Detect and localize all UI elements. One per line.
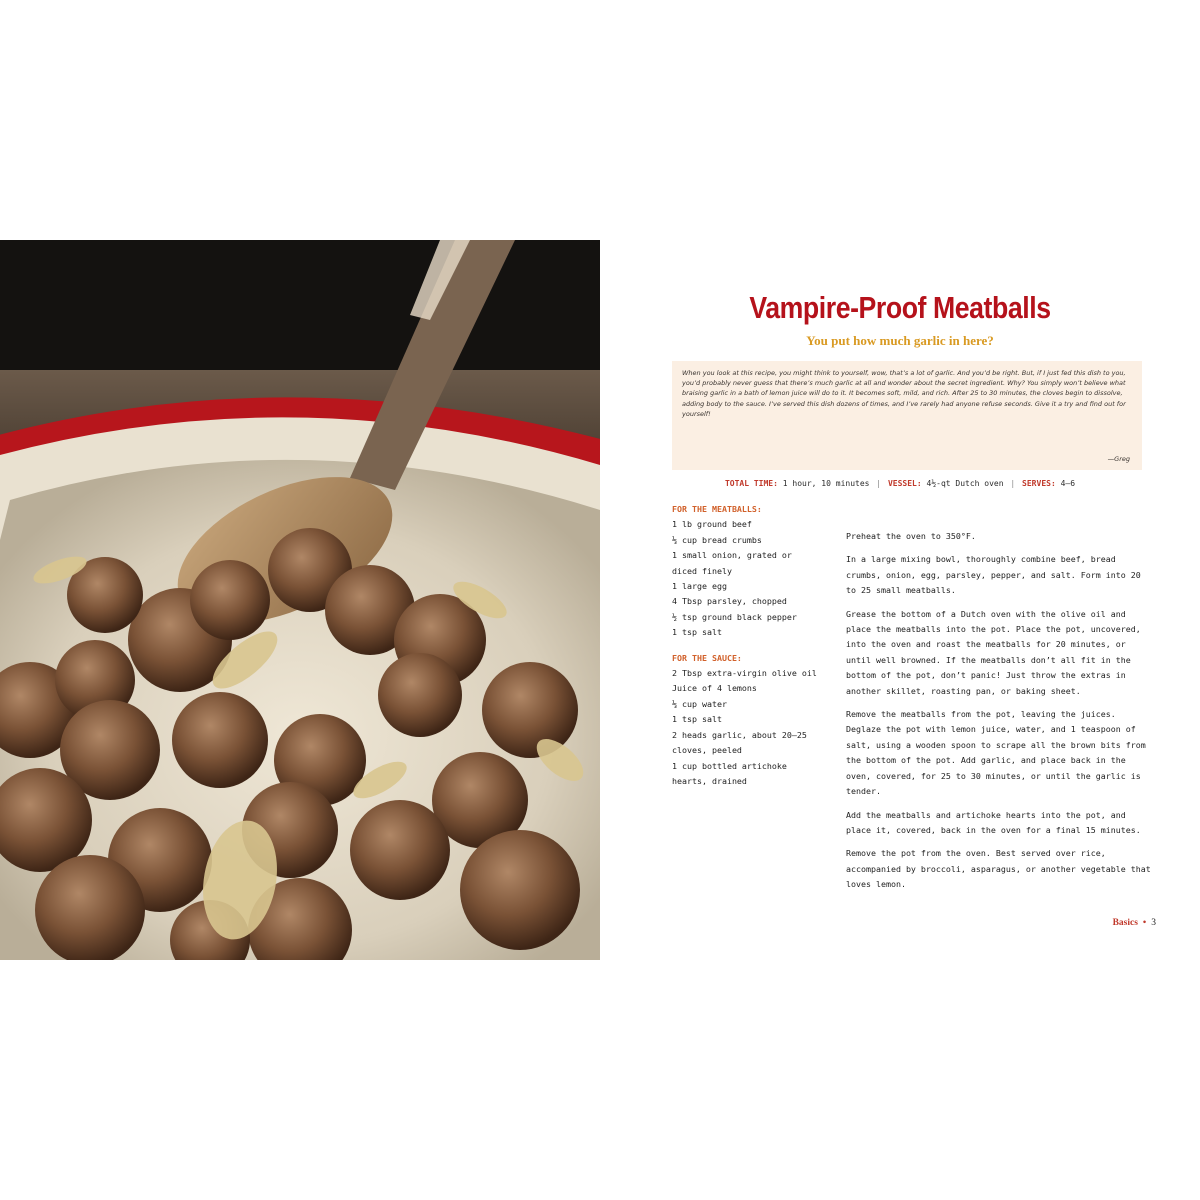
folio-dot: • bbox=[1142, 918, 1147, 928]
ingredient-line: 1 lb ground beef bbox=[672, 519, 752, 530]
meatball-shape bbox=[172, 692, 268, 788]
directions-column bbox=[846, 529, 1151, 901]
ingredient-line: 1 large egg bbox=[672, 581, 727, 592]
page-number: 3 bbox=[1151, 918, 1156, 928]
ingredient-line: 2 heads garlic, about 20–25 bbox=[672, 729, 807, 740]
ingredient-line: 1 tsp salt bbox=[672, 627, 722, 638]
ingredient-line: 4 Tbsp parsley, chopped bbox=[672, 596, 787, 607]
serves-value: 4–6 bbox=[1060, 479, 1076, 488]
meatball-shape bbox=[350, 800, 450, 900]
vessel-label: VESSEL: bbox=[887, 479, 922, 488]
direction-step: Preheat the oven to 350°F. bbox=[846, 531, 976, 541]
ingredient-line: 1 tsp salt bbox=[672, 714, 722, 725]
direction-step: Add the meatballs and artichoke hearts into the pot, and place it, covered, back in the oven for a final 15 minutes. bbox=[846, 809, 1141, 835]
recipe-subtitle: You put how much garlic in here? bbox=[806, 333, 994, 348]
direction-step: Grease the bottom of a Dutch oven with the olive oil and place the meatballs into the pot. Place the pot, uncovered, into the oven and roast the meatballs for 20 minutes, or until well browned. If the meatballs don’t all fit in the bottom of the pot, don’t panic! Just throw the extras in another skillet, roasting pan, or baking sheet. bbox=[846, 608, 1141, 696]
total-time-label: TOTAL TIME: bbox=[724, 479, 778, 488]
ingredient-line: Juice of 4 lemons bbox=[672, 683, 757, 694]
book-spread bbox=[0, 240, 1200, 960]
ingredient-line: diced finely bbox=[672, 565, 732, 576]
direction-step: In a large mixing bowl, thoroughly combine beef, bread crumbs, onion, egg, parsley, pepper, and salt. Form into 20 to 25 small meatballs. bbox=[846, 554, 1141, 596]
meatball-shape bbox=[378, 653, 462, 737]
meatball-shape bbox=[460, 830, 580, 950]
ingredient-line: 2 Tbsp extra-virgin olive oil bbox=[672, 668, 817, 679]
ingredient-line: hearts, drained bbox=[672, 775, 747, 786]
page-folio bbox=[1113, 918, 1156, 928]
total-time-value: 1 hour, 10 minutes bbox=[782, 479, 870, 488]
ingredient-line: cloves, peeled bbox=[672, 745, 742, 756]
meatballs-heading: FOR THE MEATBALLS: bbox=[672, 504, 762, 514]
intro-text: When you look at this recipe, you might think to yourself, wow, that’s a lot of garlic. And you’d be right. But, if I just fed this dish to you, you’d probably never guess that there’s much garlic at all and wonder about the secret ingredient. Why? You simply won’t believe what braising garlic in a bath of lemon juice will do to it. It becomes soft, mild, and rich. After 25 to 30 minutes, the cloves begin to dissolve, adding body to the sauce. I’ve served this dish dozens of times, and I’ve rarely had anyone refuse seconds. Give it a try and find out for yourself! bbox=[682, 369, 1126, 418]
direction-step: Remove the meatballs from the pot, leaving the juices. Deglaze the pot with lemon juice, water, and 1 teaspoon of salt, using a wooden spoon to scrape all the brown bits from the bottom of the pot. Add garlic, and place back in the oven, covered, for 25 to 30 minutes, or until the garlic is tender. bbox=[846, 709, 1146, 797]
sauce-heading: FOR THE SAUCE: bbox=[672, 652, 742, 663]
meatball-shape bbox=[190, 560, 270, 640]
meatball-shape bbox=[482, 662, 578, 758]
folio-section: Basics bbox=[1112, 918, 1138, 928]
direction-step: Remove the pot from the oven. Best served over rice, accompanied by broccoli, asparagus, or another vegetable that loves lemon. bbox=[846, 848, 1151, 890]
meta-separator: | bbox=[1010, 479, 1016, 488]
ingredient-line: ⅓ cup water bbox=[672, 698, 727, 709]
serves-label: SERVES: bbox=[1022, 479, 1056, 488]
intro-box bbox=[672, 361, 1142, 470]
recipe-title: Vampire-Proof Meatballs bbox=[749, 290, 1051, 325]
ingredient-line: 1 small onion, grated or bbox=[672, 550, 792, 561]
meatballs-photo bbox=[0, 240, 600, 960]
ingredient-line: 1 cup bottled artichoke bbox=[672, 760, 787, 771]
ingredient-line: ⅓ cup bread crumbs bbox=[672, 534, 762, 545]
ingredients-column bbox=[672, 502, 832, 789]
recipe-page bbox=[600, 240, 1200, 960]
recipe-meta bbox=[600, 479, 1200, 488]
ingredient-line: ½ tsp ground black pepper bbox=[672, 611, 797, 622]
meatball-shape bbox=[35, 855, 145, 960]
vessel-value: 4½-qt Dutch oven bbox=[926, 479, 1004, 488]
intro-signature: —Greg bbox=[1107, 454, 1130, 463]
meta-separator: | bbox=[876, 479, 882, 488]
